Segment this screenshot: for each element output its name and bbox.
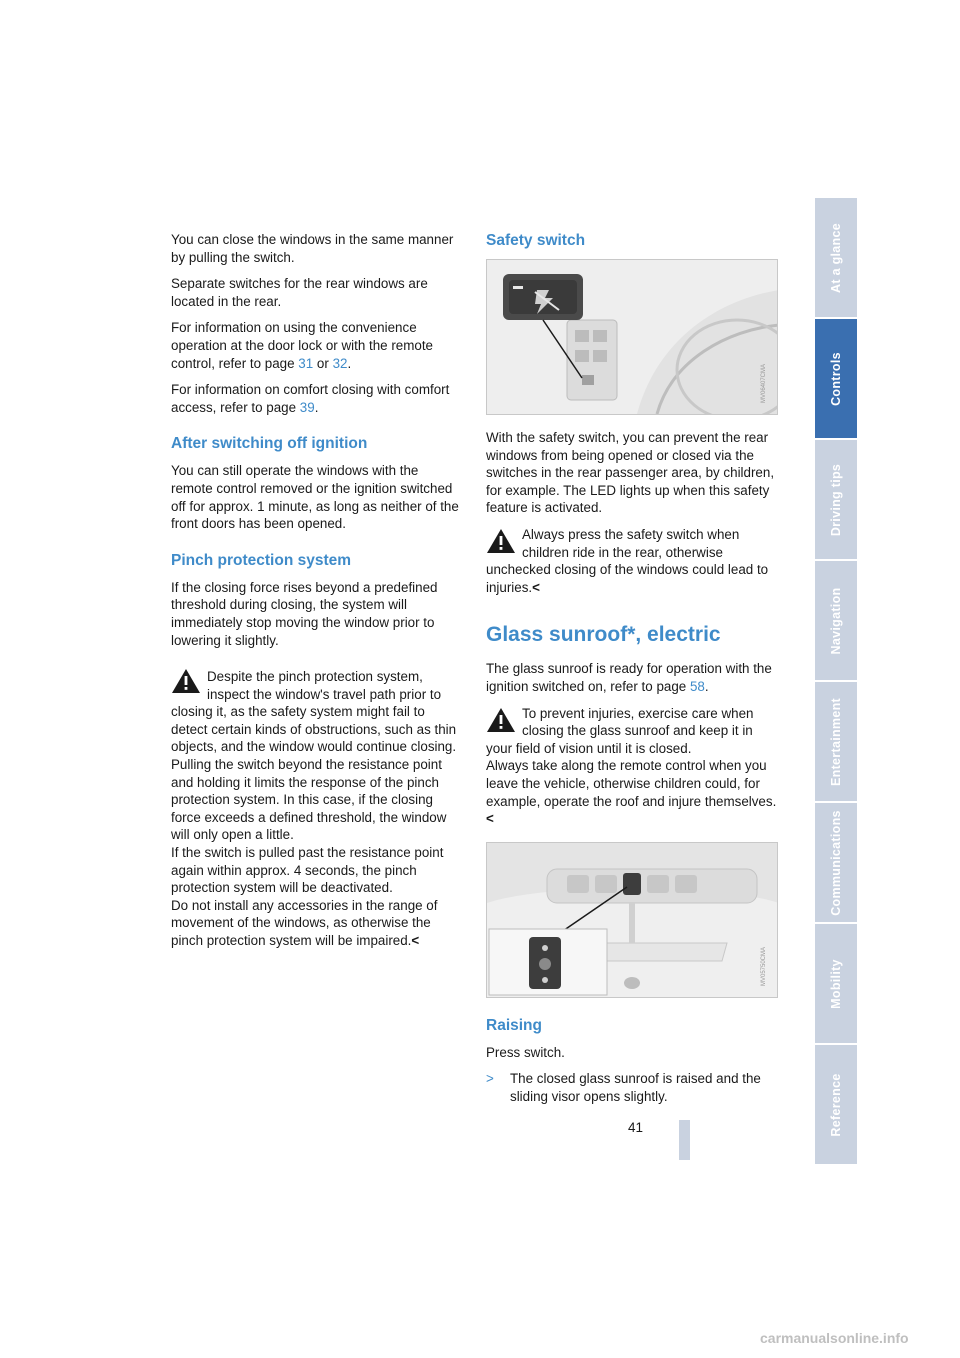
warning-text: unchecked closing of the windows could lead to injuries. xyxy=(486,562,769,595)
sidebar-tab-reference[interactable]: Reference xyxy=(815,1045,857,1166)
intro-paragraph: For information on comfort closing with comfort access, refer to page 39. xyxy=(171,382,450,415)
body-paragraph: Press switch. xyxy=(486,1044,565,1060)
section-heading-after-ignition: After switching off ignition xyxy=(171,435,368,453)
page-link[interactable]: 58 xyxy=(689,678,705,694)
page-number-bar xyxy=(679,1120,690,1160)
warning-text: closing it, as the safety system might fail to detect certain kinds of obstructions, such as thin objects, and the window would continue closing. xyxy=(171,704,457,755)
right-column xyxy=(486,231,778,1114)
warning-text: Do not install any accessories in the range of movement of the windows, as otherwise the pinch protection system will be impaired. xyxy=(171,897,438,948)
sidebar-tab-at-a-glance[interactable]: At a glance xyxy=(815,198,857,319)
sunroof-console-illustration xyxy=(487,843,778,997)
chapter-sidebar xyxy=(815,198,857,1166)
end-mark: < xyxy=(532,579,540,595)
intro-paragraph: For information on using the convenience operation at the door lock or with the remote control, refer to page 31 or 32. xyxy=(171,320,434,371)
section-heading-raising: Raising xyxy=(486,1016,542,1034)
svg-text:MV05750CMA: MV05750CMA xyxy=(761,946,767,986)
warning-block xyxy=(486,705,778,828)
safety-switch-illustration xyxy=(487,260,778,414)
warning-block xyxy=(171,658,463,950)
warning-text: Always take along the remote control when you leave the vehicle, otherwise children could, for example, operate the roof and injure themselves. xyxy=(486,758,777,809)
warning-block xyxy=(486,526,778,596)
end-mark: < xyxy=(411,933,420,948)
warning-text: Pulling the switch beyond the resistance point and holding it limits the response of the pinch protection system. In this case, if the closing force exceeds a defined threshold, the window will only open a little. xyxy=(171,757,447,843)
warning-text: If the switch is pulled past the resistance point again within approx. 4 seconds, the pinch protection system will be deactivated. xyxy=(171,845,444,896)
section-heading-pinch-protection: Pinch protection system xyxy=(171,551,352,569)
warning-icon xyxy=(171,668,201,694)
body-paragraph: You can still operate the windows with the remote control removed or the ignition switched off for approx. 1 minute, as long as neither of the front doors has been opened. xyxy=(171,463,459,532)
intro-paragraph: You can close the windows in the same manner by pulling the switch. xyxy=(171,232,454,265)
section-heading-glass-sunroof: Glass sunroof*, electric xyxy=(486,623,721,647)
left-column xyxy=(171,231,463,959)
warning-text: To prevent injuries, exercise care when closing the glass sunroof and keep it in xyxy=(522,705,754,739)
bullet-marker: > xyxy=(486,1071,494,1087)
warning-icon xyxy=(486,528,516,554)
sidebar-tab-entertainment[interactable]: Entertainment xyxy=(815,682,857,803)
page-link[interactable]: 31 xyxy=(298,355,314,371)
watermark: carmanualsonline.info xyxy=(760,1330,909,1346)
warning-text: your field of vision until it is closed. xyxy=(486,740,692,756)
safety-switch-figure xyxy=(486,259,778,415)
page-link[interactable]: 32 xyxy=(332,355,348,371)
sidebar-tab-navigation[interactable]: Navigation xyxy=(815,561,857,682)
body-paragraph: With the safety switch, you can prevent the rear windows from being opened or closed via the switches in the rear passenger area, by children, for example. The LED lights up when this safety feature is activated. xyxy=(486,430,775,516)
sunroof-switch-figure xyxy=(486,842,778,998)
sidebar-tab-mobility[interactable]: Mobility xyxy=(815,924,857,1045)
page-number: 41 xyxy=(628,1120,644,1135)
body-paragraph: If the closing force rises beyond a predefined threshold during closing, the system will immediately stop moving the window prior to lowering it slightly. xyxy=(171,579,438,648)
section-heading-safety-switch: Safety switch xyxy=(486,232,586,249)
svg-text:MV06407CMA: MV06407CMA xyxy=(761,363,767,403)
list-item: > The closed glass sunroof is raised and the sliding visor opens slightly. xyxy=(486,1071,761,1104)
warning-icon xyxy=(486,707,516,733)
warning-text: Despite the pinch protection system, inspect the window's travel path prior to xyxy=(207,669,442,702)
sidebar-tab-controls[interactable]: Controls xyxy=(815,319,857,440)
sidebar-tab-communications[interactable]: Communications xyxy=(815,803,857,924)
body-paragraph: The glass sunroof is ready for operation with the ignition switched on, refer to page 58. xyxy=(486,661,772,694)
page-link[interactable]: 39 xyxy=(299,399,315,415)
end-mark: < xyxy=(486,811,494,827)
warning-text: Always press the safety switch when children ride in the rear, otherwise xyxy=(522,526,740,560)
intro-paragraph: Separate switches for the rear windows are located in the rear. xyxy=(171,276,428,309)
sidebar-tab-driving-tips[interactable]: Driving tips xyxy=(815,440,857,561)
